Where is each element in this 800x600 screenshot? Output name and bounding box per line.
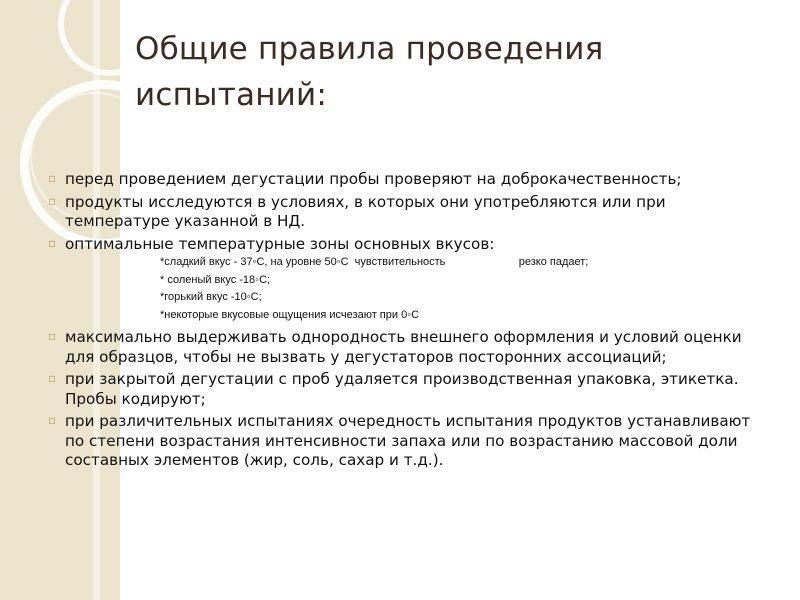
list-item: [48, 370, 768, 409]
list-item: [48, 193, 768, 232]
list-item-text: продукты исследуются в условиях, в которых они употребляются или при температуре указанной в НД.: [65, 192, 666, 230]
bullet-icon: ▫: [48, 371, 57, 385]
decorative-ring-small: [58, 0, 120, 76]
sub-list-item: *сладкий вкус - 37◦С, на уровне 50◦С чувствительность резко падает;: [160, 256, 589, 268]
list-item: [48, 170, 768, 190]
list-item-text: максимально выдерживать однородность внешнего оформления и условий оценки для образцов, чтобы не вызвать у дегустаторов посторонних ассоциаций;: [65, 328, 742, 366]
sub-list-item: *горький вкус -10◦С;: [160, 291, 262, 303]
bullet-icon: ▫: [48, 171, 57, 185]
bullet-icon: ▫: [48, 329, 57, 343]
bullet-icon: ▫: [48, 235, 57, 250]
bullet-icon: ▫: [48, 193, 57, 208]
content-list: [48, 170, 768, 474]
list-item-text: перед проведением дегустации пробы проверяют на доброкачественность;: [65, 170, 682, 188]
sub-list-item: *некоторые вкусовые ощущения исчезают при 0◦С: [160, 308, 420, 321]
sub-list-item: * соленый вкус -18◦С;: [160, 273, 271, 286]
list-item-text: при закрытой дегустации с проб удаляется производственная упаковка, этикетка. Пробы кодируют;: [65, 370, 739, 408]
list-item-text: при различительных испытаниях очередность испытания продуктов устанавливают по степени возрастания интенсивности запаха или по возрастанию массовой доли составных элементов (жир, соль, сахар и т.д.).: [65, 412, 751, 469]
list-item-text: оптимальные температурные зоны основных вкусов:: [65, 234, 495, 253]
list-item: [48, 328, 768, 367]
list-item: [48, 235, 768, 255]
list-item: [48, 412, 768, 471]
bullet-icon: ▫: [48, 413, 57, 427]
slide-title: Общие правила проведения испытаний:: [135, 31, 604, 113]
